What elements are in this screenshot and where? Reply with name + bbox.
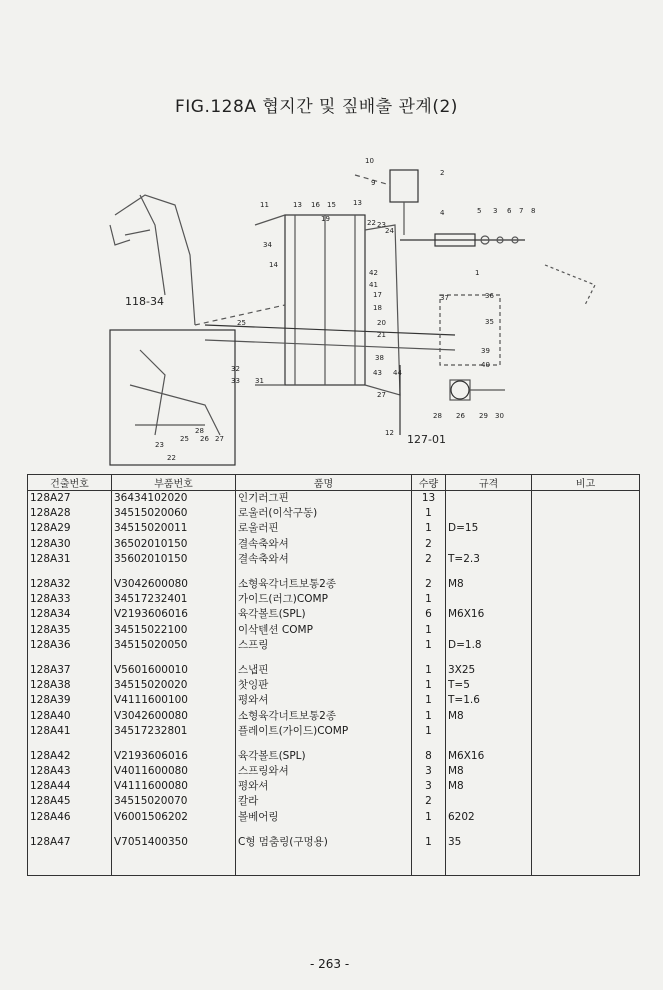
cell-part-name: 결속축와셔 (236, 552, 412, 567)
cell-part-number: 34515020020 (112, 678, 236, 693)
inset-label: 25 (180, 435, 189, 443)
diagram-label: 26 (456, 412, 465, 420)
cell-part-number: 34515020050 (112, 638, 236, 653)
header-quantity: 수량 (412, 475, 446, 491)
spacer-cell (236, 825, 412, 835)
cell-quantity: 1 (412, 708, 446, 723)
spacer-cell (28, 653, 112, 663)
diagram-label: 36 (485, 292, 494, 300)
cell-spec: 3X25 (446, 663, 532, 678)
diagram-label: 30 (495, 412, 504, 420)
cell-quantity: 2 (412, 552, 446, 567)
diagram-label: 31 (255, 377, 264, 385)
cell-part-number: V5601600010 (112, 663, 236, 678)
cell-code: 128A41 (28, 724, 112, 739)
table-row (28, 678, 640, 693)
cell-code: 128A39 (28, 693, 112, 708)
diagram-label: 28 (433, 412, 442, 420)
cell-code: 128A29 (28, 521, 112, 536)
cell-part-name: 로울러핀 (236, 521, 412, 536)
cell-note (532, 749, 640, 764)
table-row (28, 592, 640, 607)
cell-code: 128A33 (28, 592, 112, 607)
cell-quantity: 1 (412, 835, 446, 876)
cell-note (532, 724, 640, 739)
cell-part-number: 34517232801 (112, 724, 236, 739)
inset-label: 27 (215, 435, 224, 443)
cell-part-name: 육각볼트(SPL) (236, 607, 412, 622)
cell-note (532, 552, 640, 567)
cell-spec: D=15 (446, 521, 532, 536)
cell-part-name: 이삭텐션 COMP (236, 623, 412, 638)
diagram-label: 16 (311, 201, 320, 209)
cell-note (532, 592, 640, 607)
cell-code: 128A44 (28, 779, 112, 794)
cell-part-number: V3042600080 (112, 708, 236, 723)
diagram-label: 24 (385, 227, 394, 235)
cell-spec (446, 537, 532, 552)
spacer-cell (28, 825, 112, 835)
header-part-name: 품명 (236, 475, 412, 491)
cell-quantity: 1 (412, 592, 446, 607)
spacer-cell (28, 567, 112, 577)
cell-code: 128A27 (28, 491, 112, 507)
cell-note (532, 764, 640, 779)
diagram-label: 10 (365, 157, 374, 165)
cell-part-name: 로울러(이삭구동) (236, 506, 412, 521)
parts-exploded-diagram (55, 135, 615, 470)
cell-quantity: 1 (412, 521, 446, 536)
table-row (28, 693, 640, 708)
cell-part-name: 스프링 (236, 638, 412, 653)
parts-list-table (27, 474, 640, 876)
cell-note (532, 577, 640, 592)
spacer-cell (236, 739, 412, 749)
exploded-view-drawing (55, 135, 615, 470)
table-row (28, 794, 640, 809)
table-row (28, 708, 640, 723)
cell-part-name: 칼라 (236, 794, 412, 809)
cell-part-number: V4111600100 (112, 693, 236, 708)
diagram-label: 37 (440, 294, 449, 302)
cell-spec: T=2.3 (446, 552, 532, 567)
cell-spec: M8 (446, 708, 532, 723)
cell-part-number: V4111600080 (112, 779, 236, 794)
table-row (28, 779, 640, 794)
diagram-label: 12 (385, 429, 394, 437)
cell-quantity: 1 (412, 810, 446, 825)
header-part-number: 부품번호 (112, 475, 236, 491)
cell-quantity: 1 (412, 693, 446, 708)
inset-label: 26 (200, 435, 209, 443)
spacer-cell (532, 739, 640, 749)
cell-spec (446, 794, 532, 809)
cell-note (532, 623, 640, 638)
cell-part-name: 찻잉판 (236, 678, 412, 693)
spacer-cell (112, 653, 236, 663)
cell-code: 128A37 (28, 663, 112, 678)
spacer-cell (532, 567, 640, 577)
diagram-label: 3 (493, 207, 498, 215)
diagram-label: 2 (440, 169, 445, 177)
cell-code: 128A32 (28, 577, 112, 592)
diagram-label: 19 (321, 215, 330, 223)
cell-part-name: 가이드(러그)COMP (236, 592, 412, 607)
diagram-label: 38 (375, 354, 384, 362)
page-number: - 263 - (310, 957, 350, 971)
diagram-label: 7 (519, 207, 524, 215)
diagram-label: 23 (377, 221, 386, 229)
table-row (28, 623, 640, 638)
cell-note (532, 537, 640, 552)
diagram-label: 40 (481, 361, 490, 369)
table-row (28, 724, 640, 739)
cell-spec: M8 (446, 764, 532, 779)
cell-code: 128A28 (28, 506, 112, 521)
cell-quantity: 1 (412, 506, 446, 521)
table-spacer-row (28, 567, 640, 577)
cell-quantity: 8 (412, 749, 446, 764)
cell-spec: 6202 (446, 810, 532, 825)
cell-spec (446, 623, 532, 638)
table-spacer-row (28, 653, 640, 663)
spacer-cell (412, 653, 446, 663)
cell-part-name: C형 멈춤링(구멍용) (236, 835, 412, 876)
diagram-label: 29 (479, 412, 488, 420)
callout-bottom: 127-01 (407, 433, 446, 446)
cell-note (532, 491, 640, 507)
spacer-cell (112, 567, 236, 577)
cell-spec: T=1.6 (446, 693, 532, 708)
header-code: 건출번호 (28, 475, 112, 491)
cell-part-number: 36434102020 (112, 491, 236, 507)
cell-note (532, 794, 640, 809)
cell-note (532, 693, 640, 708)
cell-quantity: 1 (412, 724, 446, 739)
spacer-cell (446, 825, 532, 835)
diagram-label: 20 (377, 319, 386, 327)
diagram-label: 4 (440, 209, 445, 217)
spacer-cell (236, 567, 412, 577)
cell-spec (446, 491, 532, 507)
diagram-label: 17 (373, 291, 382, 299)
table-row (28, 764, 640, 779)
cell-code: 128A43 (28, 764, 112, 779)
diagram-label: 39 (481, 347, 490, 355)
spacer-cell (412, 825, 446, 835)
cell-part-name: 육각볼트(SPL) (236, 749, 412, 764)
diagram-label: 11 (260, 201, 269, 209)
cell-note (532, 506, 640, 521)
cell-part-number: V7051400350 (112, 835, 236, 876)
table-row (28, 506, 640, 521)
spacer-cell (112, 825, 236, 835)
cell-note (532, 835, 640, 876)
callout-left: 118-34 (125, 295, 164, 308)
diagram-label: 27 (377, 391, 386, 399)
spacer-cell (532, 825, 640, 835)
diagram-label: 5 (477, 207, 482, 215)
cell-note (532, 521, 640, 536)
cell-code: 128A45 (28, 794, 112, 809)
cell-quantity: 2 (412, 577, 446, 592)
cell-note (532, 678, 640, 693)
cell-note (532, 779, 640, 794)
diagram-label: 25 (237, 319, 246, 327)
cell-part-name: 결속축와셔 (236, 537, 412, 552)
cell-part-name: 스프링와셔 (236, 764, 412, 779)
spacer-cell (532, 653, 640, 663)
diagram-label: 32 (231, 365, 240, 373)
diagram-label: 33 (231, 377, 240, 385)
inset-label: 23 (155, 441, 164, 449)
spacer-cell (446, 739, 532, 749)
cell-spec: T=5 (446, 678, 532, 693)
inset-label: 22 (167, 454, 176, 462)
cell-code: 128A31 (28, 552, 112, 567)
cell-part-number: 34515020011 (112, 521, 236, 536)
cell-part-number: 34517232401 (112, 592, 236, 607)
cell-note (532, 810, 640, 825)
cell-note (532, 663, 640, 678)
cell-part-name: 볼베어링 (236, 810, 412, 825)
table-row (28, 607, 640, 622)
cell-part-number: 34515020060 (112, 506, 236, 521)
cell-part-number: 34515020070 (112, 794, 236, 809)
cell-code: 128A36 (28, 638, 112, 653)
cell-part-number: 36502010150 (112, 537, 236, 552)
cell-quantity: 3 (412, 779, 446, 794)
diagram-label: 21 (377, 331, 386, 339)
spacer-cell (28, 739, 112, 749)
spacer-cell (236, 653, 412, 663)
cell-quantity: 13 (412, 491, 446, 507)
cell-code: 128A40 (28, 708, 112, 723)
table-row (28, 552, 640, 567)
cell-quantity: 1 (412, 678, 446, 693)
table-row (28, 810, 640, 825)
header-note: 비고 (532, 475, 640, 491)
cell-part-number: 35602010150 (112, 552, 236, 567)
cell-part-name: 평와셔 (236, 779, 412, 794)
diagram-label: 44 (393, 369, 402, 377)
cell-note (532, 638, 640, 653)
cell-part-name: 스냅핀 (236, 663, 412, 678)
cell-quantity: 1 (412, 623, 446, 638)
diagram-label: 15 (327, 201, 336, 209)
spacer-cell (112, 739, 236, 749)
cell-part-name: 소형육각너트보통2종 (236, 577, 412, 592)
diagram-label: 13 (293, 201, 302, 209)
page-title: FIG.128A 협지간 및 짚배출 관계(2) (175, 97, 458, 117)
cell-code: 128A42 (28, 749, 112, 764)
table-row (28, 663, 640, 678)
cell-spec (446, 724, 532, 739)
cell-code: 128A46 (28, 810, 112, 825)
cell-code: 128A38 (28, 678, 112, 693)
cell-note (532, 607, 640, 622)
cell-code: 128A34 (28, 607, 112, 622)
diagram-label: 8 (531, 207, 536, 215)
cell-code: 128A30 (28, 537, 112, 552)
table-row (28, 638, 640, 653)
cell-note (532, 708, 640, 723)
cell-spec: 35 (446, 835, 532, 876)
header-spec: 규격 (446, 475, 532, 491)
diagram-label: 42 (369, 269, 378, 277)
diagram-label: 9 (371, 179, 376, 187)
table-spacer-row (28, 825, 640, 835)
diagram-label: 22 (367, 219, 376, 227)
cell-part-number: V2193606016 (112, 607, 236, 622)
cell-part-name: 평와셔 (236, 693, 412, 708)
cell-quantity: 1 (412, 638, 446, 653)
cell-part-name: 인기러그핀 (236, 491, 412, 507)
cell-quantity: 1 (412, 663, 446, 678)
cell-part-number: 34515022100 (112, 623, 236, 638)
cell-spec: D=1.8 (446, 638, 532, 653)
table-spacer-row (28, 739, 640, 749)
cell-spec (446, 506, 532, 521)
table-row (28, 749, 640, 764)
cell-quantity: 3 (412, 764, 446, 779)
spacer-cell (446, 653, 532, 663)
cell-spec: M8 (446, 779, 532, 794)
cell-part-number: V4011600080 (112, 764, 236, 779)
spacer-cell (412, 739, 446, 749)
cell-code: 128A35 (28, 623, 112, 638)
table-row (28, 537, 640, 552)
table-row (28, 521, 640, 536)
table-row (28, 491, 640, 507)
cell-spec: M6X16 (446, 607, 532, 622)
diagram-label: 35 (485, 318, 494, 326)
cell-part-name: 소형육각너트보통2종 (236, 708, 412, 723)
cell-part-name: 플레이트(가이드)COMP (236, 724, 412, 739)
spacer-cell (446, 567, 532, 577)
diagram-label: 43 (373, 369, 382, 377)
spacer-cell (412, 567, 446, 577)
diagram-label: 14 (269, 261, 278, 269)
cell-part-number: V2193606016 (112, 749, 236, 764)
cell-spec: M6X16 (446, 749, 532, 764)
table-header-row (28, 475, 640, 491)
cell-quantity: 6 (412, 607, 446, 622)
inset-label: 28 (195, 427, 204, 435)
table-row (28, 835, 640, 876)
diagram-label: 34 (263, 241, 272, 249)
cell-spec (446, 592, 532, 607)
cell-code: 128A47 (28, 835, 112, 876)
cell-quantity: 2 (412, 537, 446, 552)
diagram-label: 13 (353, 199, 362, 207)
cell-part-number: V3042600080 (112, 577, 236, 592)
table-row (28, 577, 640, 592)
cell-spec: M8 (446, 577, 532, 592)
diagram-label: 41 (369, 281, 378, 289)
cell-part-number: V6001506202 (112, 810, 236, 825)
diagram-label: 1 (475, 269, 480, 277)
cell-quantity: 2 (412, 794, 446, 809)
diagram-label: 6 (507, 207, 512, 215)
diagram-label: 18 (373, 304, 382, 312)
